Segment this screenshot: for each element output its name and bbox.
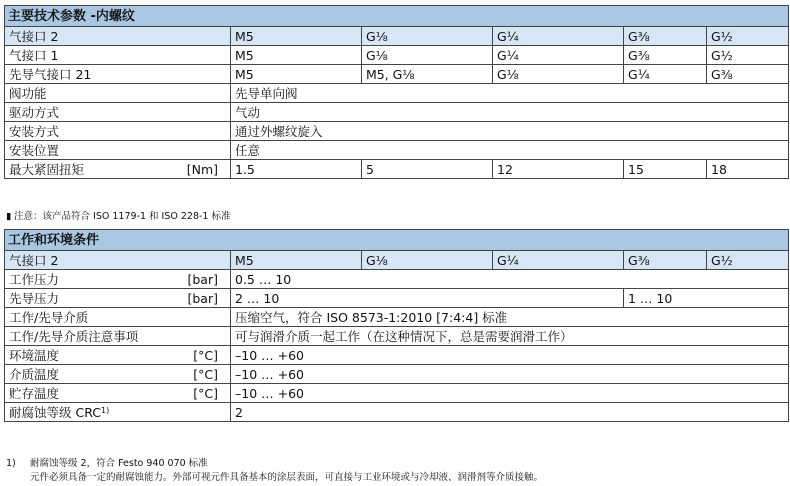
table-cell: M5, G⅛ [362, 65, 493, 84]
header-cell: G⅜ [624, 251, 707, 270]
table-row [5, 122, 789, 141]
table-cell: 2 [231, 403, 789, 422]
table-cell: 压缩空气，符合 ISO 8573-1:2010 [7:4:4] 标准 [231, 308, 789, 327]
header-cell: G¼ [493, 27, 624, 46]
header-cell: G⅛ [362, 27, 493, 46]
row-label [5, 289, 231, 308]
table-cell: G¼ [493, 46, 624, 65]
row-label-text: 最大紧固扭矩 [9, 161, 85, 177]
row-label-text: 工作压力 [9, 271, 60, 287]
table-cell: 5 [362, 160, 493, 179]
table-cell: M5 [231, 46, 362, 65]
table-row [5, 270, 789, 289]
unit-label: [°C] [193, 366, 218, 382]
table-cell: 1.5 [231, 160, 362, 179]
table-row [5, 65, 789, 84]
operating-conditions-table [4, 229, 789, 422]
table-cell: G¼ [624, 65, 707, 84]
table-row [5, 160, 789, 179]
table-header-row [5, 27, 789, 46]
row-label: 气接口 2 [5, 251, 231, 270]
row-label: 安装方式 [5, 122, 231, 141]
header-cell: G⅛ [362, 251, 493, 270]
row-label: 工作/先导介质注意事项 [5, 327, 231, 346]
table-cell: G½ [707, 46, 789, 65]
table-cell: –10 … +60 [231, 384, 789, 403]
table-row [5, 365, 789, 384]
row-label [5, 365, 231, 384]
table-cell: –10 … +60 [231, 365, 789, 384]
header-cell: G⅜ [624, 27, 707, 46]
row-label: 气接口 2 [5, 27, 231, 46]
note-text: 注意：该产品符合 ISO 1179-1 和 ISO 228-1 标准 [14, 211, 231, 222]
table-row [5, 403, 789, 422]
unit-label: [bar] [187, 271, 218, 287]
table-cell: 12 [493, 160, 624, 179]
table-cell: –10 … +60 [231, 346, 789, 365]
main-technical-data-table [4, 5, 789, 179]
row-label [5, 384, 231, 403]
row-label: 安装位置 [5, 141, 231, 160]
table-cell: 2 … 10 [231, 289, 624, 308]
row-label [5, 270, 231, 289]
row-label-text: 耐腐蚀等级 CRC [9, 404, 101, 420]
table-row [5, 46, 789, 65]
table-row [5, 346, 789, 365]
row-label [5, 160, 231, 179]
row-label-text: 介质温度 [9, 366, 60, 382]
footnote-ref: 1) [101, 405, 110, 415]
table-cell: G⅜ [624, 46, 707, 65]
table-cell: 气动 [231, 103, 789, 122]
table-row [5, 289, 789, 308]
table-cell: 15 [624, 160, 707, 179]
unit-label: [°C] [193, 347, 218, 363]
standard-note [6, 211, 231, 223]
table-row [5, 141, 789, 160]
unit-label: [bar] [187, 290, 218, 306]
table-cell: 先导单向阀 [231, 84, 789, 103]
header-cell: G½ [707, 251, 789, 270]
row-label-text: 贮存温度 [9, 385, 60, 401]
unit-label: [°C] [193, 385, 218, 401]
row-label: 气接口 1 [5, 46, 231, 65]
table-row [5, 327, 789, 346]
row-label-text: 环境温度 [9, 347, 60, 363]
note-icon: ▮ [6, 211, 12, 222]
table-header-row [5, 251, 789, 270]
header-cell: G¼ [493, 251, 624, 270]
table-cell: 可与润滑介质一起工作（在这种情况下，总是需要润滑工作） [231, 327, 789, 346]
table-cell: G⅜ [707, 65, 789, 84]
table-row [5, 384, 789, 403]
table-cell: 任意 [231, 141, 789, 160]
row-label [5, 403, 231, 422]
header-cell: M5 [231, 251, 362, 270]
row-label: 先导气接口 21 [5, 65, 231, 84]
footnote-line-1: 耐腐蚀等级 2，符合 Festo 940 070 标准 [30, 458, 208, 469]
table-title: 工作和环境条件 [5, 230, 789, 251]
header-cell: G½ [707, 27, 789, 46]
row-label: 工作/先导介质 [5, 308, 231, 327]
footnote-marker: 1) [6, 458, 16, 469]
footnote-detail [30, 472, 543, 484]
table-cell: 18 [707, 160, 789, 179]
table-cell: G⅛ [362, 46, 493, 65]
footnote-line-2: 元件必须具备一定的耐腐蚀能力。外部可视元件具备基本的涂层表面，可直接与工业环境或与冷却液、润滑剂等介质接触。 [30, 472, 544, 483]
table-cell: G⅛ [493, 65, 624, 84]
table-cell: 0.5 … 10 [231, 270, 789, 289]
row-label [5, 346, 231, 365]
table-title: 主要技术参数 -内螺纹 [5, 6, 789, 27]
unit-label: [Nm] [186, 161, 218, 177]
table-cell: 1 … 10 [624, 289, 789, 308]
table-row [5, 103, 789, 122]
row-label: 阀功能 [5, 84, 231, 103]
table-cell: 通过外螺纹旋入 [231, 122, 789, 141]
table-row [5, 84, 789, 103]
row-label-text: 先导压力 [9, 290, 60, 306]
table-cell: M5 [231, 65, 362, 84]
row-label: 驱动方式 [5, 103, 231, 122]
table-row [5, 308, 789, 327]
footnote [6, 458, 208, 470]
header-cell: M5 [231, 27, 362, 46]
